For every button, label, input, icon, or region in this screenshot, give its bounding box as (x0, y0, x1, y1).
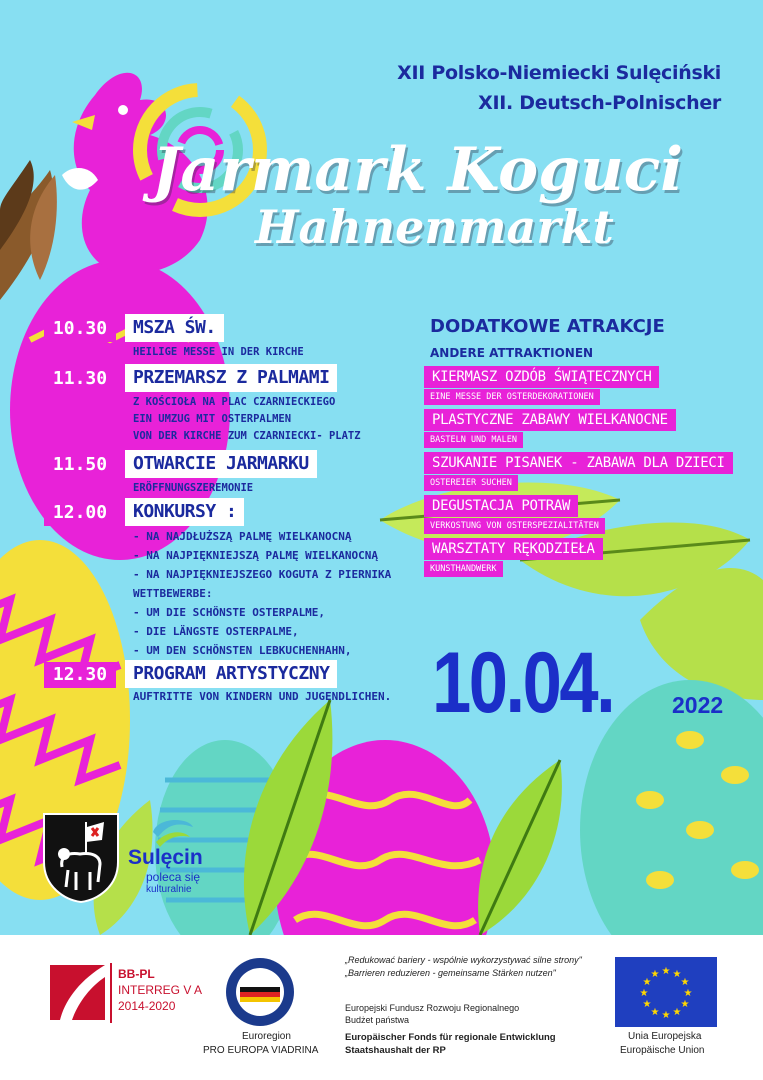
coat-of-arms-icon (42, 812, 120, 904)
event-detail: - UM DEN SCHÖNSTEN LEBKUCHENHAHN, (133, 644, 352, 657)
eu-line-pl: Unia Europejska (628, 1031, 702, 1042)
extra-sub: EINE MESSE DER OSTERDEKORATIONEN (424, 389, 600, 405)
fund-de-1: Europäischer Fonds für regionale Entwicklung (345, 1032, 556, 1043)
event-detail: AUFTRITTE VON KINDERN UND JUGENDLICHEN. (133, 690, 392, 703)
time-badge: 12.00 (44, 500, 116, 526)
event-detail: - UM DIE SCHÖNSTE OSTERPALME, (133, 606, 326, 619)
time-badge: 10.30 (44, 316, 116, 342)
slogan-pl: „Redukować bariery - wspólnie wykorzystywać silne strony" (345, 955, 582, 965)
time-badge: 12.30 (44, 662, 116, 688)
event-title: MSZA ŚW. (125, 314, 224, 342)
event-title: KONKURSY : (125, 498, 244, 526)
time-badge: 11.50 (44, 452, 116, 478)
event-detail: - NA NAJPIĘKNIEJSZĄ PALMĘ WIELKANOCNĄ (133, 549, 379, 562)
extras-subheading: ANDERE ATTRAKTIONEN (430, 346, 594, 360)
extra-title: SZUKANIE PISANEK - ZABAWA DLA DZIECI (424, 452, 733, 474)
title-polish: Jarmark Koguci (152, 135, 684, 205)
svg-text:★: ★ (650, 1007, 660, 1018)
svg-text:★: ★ (661, 966, 671, 977)
extra-sub: VERKOSTUNG VON OSTERSPEZIALITÄTEN (424, 518, 605, 534)
svg-text:★: ★ (642, 977, 652, 988)
extra-title: WARSZTATY RĘKODZIEŁA (424, 538, 603, 560)
header-line-de: XII. Deutsch-Polnischer (478, 92, 721, 114)
fund-pl-2: Budżet państwa (345, 1015, 410, 1025)
svg-text:★: ★ (661, 1010, 671, 1021)
fund-pl-1: Europejski Fundusz Rozwoju Regionalnego (345, 1003, 520, 1013)
event-detail: VON DER KIRCHE ZUM CZARNIECKI- PLATZ (133, 430, 361, 442)
svg-text:★: ★ (642, 999, 652, 1010)
interreg-line-2: INTERREG V A (118, 983, 203, 997)
svg-text:★: ★ (683, 988, 693, 999)
event-date: 10.04. (432, 635, 614, 731)
svg-text:★: ★ (672, 969, 682, 980)
event-detail: - NA NAJPIĘKNIEJSZEGO KOGUTA Z PIERNIKA (133, 568, 392, 581)
euroregion-logo-icon (225, 957, 295, 1027)
divider (110, 963, 112, 1023)
event-title: PRZEMARSZ Z PALMAMI (125, 364, 337, 392)
eu-line-de: Europäische Union (620, 1045, 705, 1056)
interreg-line-3: 2014-2020 (118, 999, 176, 1013)
svg-text:★: ★ (639, 988, 649, 999)
eu-flag-icon (615, 957, 717, 1027)
event-title: OTWARCIE JARMARKU (125, 450, 317, 478)
town-logo-tagline-1: poleca się (146, 870, 201, 884)
header-line-pl: XII Polsko-Niemiecki Sulęciński (397, 62, 721, 84)
extra-title: PLASTYCZNE ZABAWY WIELKANOCNE (424, 409, 676, 431)
fund-de-2: Staatshaushalt der RP (345, 1045, 446, 1056)
event-detail: HEILIGE MESSE IN DER KIRCHE (133, 346, 304, 358)
interreg-logo-icon (50, 965, 105, 1020)
extra-sub: OSTEREIER SUCHEN (424, 475, 518, 491)
interreg-line-1: BB-PL (118, 967, 155, 981)
town-logo-name: Sulęcin (128, 846, 203, 869)
town-logo-tagline-2: kulturalnie (146, 884, 192, 895)
svg-text:★: ★ (680, 977, 690, 988)
event-year: 2022 (672, 692, 724, 718)
event-title: PROGRAM ARTYSTYCZNY (125, 660, 337, 688)
event-detail: - DIE LÄNGSTE OSTERPALME, (133, 625, 299, 638)
slogan-de: „Barrieren reduzieren - gemeinsame Stärken nutzen" (345, 968, 556, 978)
svg-text:★: ★ (672, 1007, 682, 1018)
extra-sub: BASTELN UND MALEN (424, 432, 523, 448)
title-german: Hahnenmarkt (255, 200, 614, 254)
time-badge: 11.30 (44, 366, 116, 392)
event-detail: EIN UMZUG MIT OSTERPALMEN (133, 413, 292, 425)
event-detail: WETTBEWERBE: (133, 587, 213, 600)
euroregion-line-2: PRO EUROPA VIADRINA (203, 1045, 319, 1056)
extras-heading: DODATKOWE ATRAKCJE (430, 316, 665, 337)
euroregion-line-1: Euroregion (242, 1031, 291, 1042)
event-detail: - NA NAJDŁUŻSZĄ PALMĘ WIELKANOCNĄ (133, 530, 352, 543)
extra-title: DEGUSTACJA POTRAW (424, 495, 578, 517)
event-detail: ERÖFFNUNGSZEREMONIE (133, 482, 254, 494)
event-detail: Z KOŚCIOŁA NA PLAC CZARNIECKIEGO (133, 396, 336, 408)
svg-text:★: ★ (650, 969, 660, 980)
extra-title: KIERMASZ OZDÓB ŚWIĄTECZNYCH (424, 366, 659, 388)
extra-sub: KUNSTHANDWERK (424, 561, 503, 577)
footer (0, 935, 763, 1080)
svg-text:★: ★ (680, 999, 690, 1010)
